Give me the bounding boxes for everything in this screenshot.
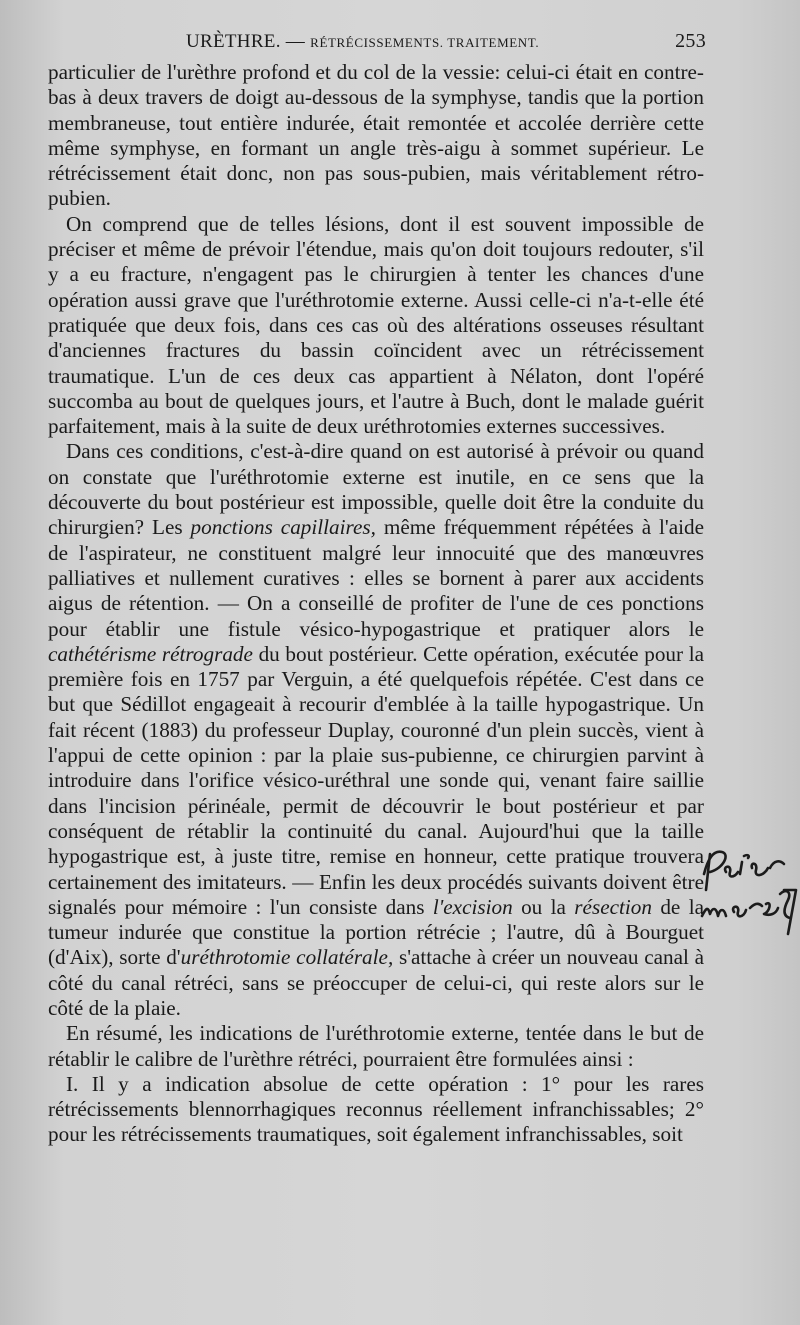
running-title-main: URÈTHRE. — [186, 31, 306, 52]
handwritten-annotation [696, 838, 800, 948]
text-run: du bout postérieur. Cette opération, exécutée pour la première fois en 1757 par Verguin, a été quelquefois répétée. C'est dans ce but que Sédillot engageait à recourir d'emblée à la taille hypogastrique. Un fait récent (1883) du professeur Duplay, couronné d'un plein succès, vient à l'appui de cette opinion : par la plaie sus-pubienne, ce chirurgien parvint à introduire dans l'orifice vésico-uréthral une sonde qui, venant faire saillie dans l'incision périnéale, permit de découvrir le bout postérieur et par conséquent de rétablir la continuité du canal. Aujourd'hui que la taille hypogastrique est, à juste titre, remise en honneur, cette pratique trouvera certainement des imitateurs. — Enfin les deux procédés suivants doivent être signalés pour mémoire : l'un consiste dans [48, 641, 704, 919]
running-header [48, 30, 706, 56]
italic-term: l'excision [432, 894, 513, 919]
paragraph [48, 1021, 704, 1072]
italic-term: résection [574, 894, 652, 919]
text-run: même fréquemment répétées à l'aide de l'aspirateur, ne constituent malgré leur innocuité que des manœuvres palliatives et nullement curatives : elles se bornent à parer aux accidents aigus de rétention. — On a conseillé de profiter de l'une de ces ponctions pour établir une fistule vésico-hypogastrique et pratiquer alors le [48, 515, 704, 641]
text-run: particulier de l'urèthre profond et du col de la vessie: celui-ci était en contre-bas à deux travers de doigt au-dessous de la symphyse, tandis que la portion membraneuse, tout entière indurée, était remontée et accolée derrière cette même symphyse, en formant un angle très-aigu à sommet supérieur. Le rétrécissement était donc, non pas sous-pubien, mais véritablement rétro-pubien. [48, 60, 704, 211]
italic-term: ponctions capillaires, [190, 515, 376, 540]
text-run: I. Il y a indication absolue de cette opération : 1° pour les rares rétrécissements blennorrhagiques reconnus réellement infranchissables; 2° pour les rétrécissements traumatiques, soit également infranchissables, soit [48, 1071, 704, 1147]
italic-term: cathétérisme rétrograde [48, 641, 253, 666]
running-title [186, 31, 539, 53]
paragraph [48, 60, 704, 212]
text-run: ou la [512, 894, 575, 919]
text-run: Dans ces conditions, c'est-à-dire quand on est autorisé à prévoir ou quand on constate que l'uréthrotomie externe est inutile, en ce sens que la découverte du bout postérieur est impossible, quelle doit être la conduite du chirurgien? Les [48, 439, 704, 540]
paragraph [48, 1072, 704, 1148]
text-run: On comprend que de telles lésions, dont il est souvent impossible de préciser et même de prévoir l'étendue, mais qu'on doit toujours redouter, s'il y a eu fracture, n'engagent pas le chirurgien à tenter les chances d'une opération aussi grave que l'uréthrotomie externe. Aussi celle-ci n'a-t-elle été pratiquée que deux fois, dans ces cas où des altérations osseuses résultant d'anciennes fractures du bassin coïncident avec un rétrécissement traumatique. L'un de ces deux cas appartient à Nélaton, dont l'opéré succomba au bout de quelques jours, et l'autre à Buch, dont le malade guérit parfaitement, mais à la suite de deux uréthrotomies externes successives. [48, 211, 704, 439]
paragraph [48, 439, 704, 1021]
running-title-sub: RÉTRÉCISSEMENTS. TRAITEMENT. [310, 35, 540, 50]
text-run: de la tumeur indurée que constitue la portion rétrécie ; l'autre, dû à Bourguet (d'Aix), sorte d' [48, 894, 704, 970]
paragraph [48, 212, 704, 440]
page-number: 253 [675, 30, 706, 52]
body-text [48, 60, 704, 1148]
text-run: En résumé, les indications de l'uréthrotomie externe, tentée dans le but de rétablir le calibre de l'urèthre rétréci, pourraient être formulées ainsi : [48, 1021, 704, 1071]
italic-term: uréthrotomie collatérale, [180, 945, 394, 970]
text-run: s'attache à créer un nouveau canal à côté du canal rétréci, sans se préoccuper de celui-ci, qui reste alors sur le côté de la plaie. [48, 945, 704, 1020]
